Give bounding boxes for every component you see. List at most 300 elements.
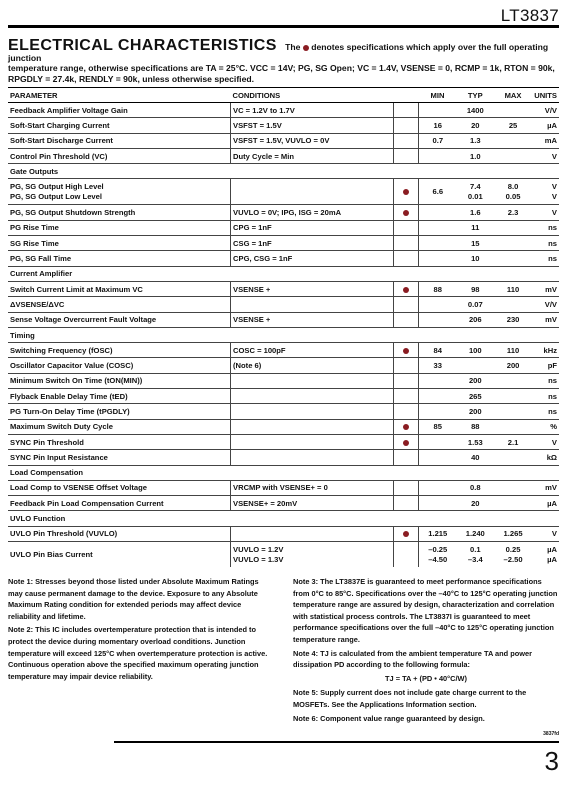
min-cell-value: 16: [433, 120, 442, 130]
max-cell-value: 2.1: [507, 437, 519, 447]
conditions-cell-value: COSC = 100pF: [233, 345, 286, 355]
conditions-cell: [231, 496, 394, 511]
conditions-cell-value: VSENSE +: [233, 315, 271, 325]
unit-cell-value: V: [551, 151, 557, 161]
table-row: [8, 404, 559, 419]
unit-cell: [532, 389, 559, 404]
table-row: [8, 496, 559, 511]
typ-cell-value: 11: [471, 223, 480, 233]
typ-cell: [456, 281, 494, 296]
conditions-cell-value: (Note 6): [233, 361, 262, 371]
document-code: 3837fd: [543, 731, 559, 737]
max-cell: [494, 434, 532, 449]
table-row: [8, 297, 559, 312]
typ-cell: [456, 526, 494, 541]
conditions-cell: [231, 118, 394, 133]
max-cell: [494, 480, 532, 495]
max-cell: [494, 148, 532, 163]
unit-cell-value: ns: [548, 238, 557, 248]
temp-range-cell: [394, 133, 419, 148]
typ-cell-value: 0.8: [470, 483, 481, 493]
table-row: [8, 281, 559, 296]
table-row: [8, 419, 559, 434]
parameter-cell: [8, 542, 231, 568]
unit-cell: [532, 133, 559, 148]
typ-cell: [456, 404, 494, 419]
temp-range-cell: [394, 220, 419, 235]
temp-range-cell: [394, 450, 419, 465]
min-cell: [419, 133, 457, 148]
unit-cell: [532, 205, 559, 220]
conditions-cell: [231, 179, 394, 205]
typ-cell: [456, 496, 494, 511]
max-cell-value: 25: [508, 120, 518, 130]
min-cell: [419, 358, 457, 373]
spec-table: [8, 87, 559, 567]
temp-range-cell: [394, 373, 419, 388]
conditions-cell: [231, 389, 394, 404]
typ-cell: [456, 542, 494, 568]
typ-cell-value: 1.3: [470, 136, 481, 146]
table-row: [8, 133, 559, 148]
parameter-cell: [8, 526, 231, 541]
temp-range-cell: [394, 179, 419, 205]
min-cell: [419, 281, 457, 296]
conditions-cell: [231, 434, 394, 449]
unit-cell-value: mA: [544, 136, 557, 146]
section-heading: Current Amplifier: [8, 266, 559, 281]
conditions-cell: [231, 526, 394, 541]
temp-range-cell: [394, 205, 419, 220]
temp-range-cell: [394, 404, 419, 419]
conditions-cell: [231, 542, 394, 568]
parameter-cell: [8, 389, 231, 404]
table-row: [8, 179, 559, 205]
unit-cell-value: mV: [545, 284, 557, 294]
temp-range-cell: [394, 343, 419, 358]
typ-cell-value: 7.4: [470, 181, 481, 191]
temp-range-cell: [394, 389, 419, 404]
unit-cell-value: µA: [547, 498, 557, 508]
unit-cell-value: ns: [548, 254, 557, 264]
unit-cell: [532, 281, 559, 296]
header-dot: [394, 88, 419, 103]
table-row: [8, 118, 559, 133]
min-cell-value: 0.7: [432, 136, 444, 146]
max-cell: [494, 297, 532, 312]
parameter-cell: [8, 373, 231, 388]
unit-cell-value: ns: [548, 391, 557, 401]
bullet-dot-icon: [403, 440, 409, 446]
unit-cell-value: kΩ: [546, 452, 557, 462]
temp-range-cell: [394, 526, 419, 541]
typ-cell: [456, 148, 494, 163]
conditions-cell-value: VUVLO = 1.3V: [233, 554, 284, 564]
typ-cell: [456, 205, 494, 220]
typ-cell-value: 1.6: [470, 208, 481, 218]
parameter-cell-value: SYNC Pin Input Resistance: [10, 452, 108, 462]
min-cell: [419, 236, 457, 251]
parameter-cell: [8, 118, 231, 133]
intro-line3: RPGDLY = 27.4k, RENDLY = 90k, unless otherwise specified.: [8, 73, 254, 84]
typ-cell-value: –3.4: [467, 554, 483, 564]
max-cell: [494, 179, 532, 205]
typ-cell-value: 200: [468, 376, 482, 386]
unit-cell: [532, 236, 559, 251]
max-cell: [494, 103, 532, 118]
temp-range-cell: [394, 542, 419, 568]
unit-cell-value: V: [551, 529, 557, 539]
typ-cell: [456, 118, 494, 133]
conditions-cell-value: VUVLO = 1.2V: [233, 544, 284, 554]
unit-cell-value: %: [550, 422, 557, 432]
table-section-row: [8, 164, 559, 179]
typ-cell: [456, 358, 494, 373]
parameter-cell: [8, 496, 231, 511]
typ-cell-value: 98: [471, 284, 480, 294]
parameter-cell-value: SYNC Pin Threshold: [10, 437, 84, 447]
temp-range-cell: [394, 496, 419, 511]
max-cell-value: 110: [506, 345, 520, 355]
intro-paragraph: [8, 37, 559, 84]
table-row: [8, 358, 559, 373]
typ-cell: [456, 389, 494, 404]
part-number: LT3837: [500, 6, 559, 25]
conditions-cell-value: VSENSE+ = 20mV: [233, 498, 298, 508]
unit-cell: [532, 343, 559, 358]
temp-range-cell: [394, 312, 419, 327]
unit-cell: [532, 480, 559, 495]
table-row: [8, 343, 559, 358]
section-heading: Gate Outputs: [8, 164, 559, 179]
parameter-cell-value: PG, SG Output High Level: [10, 181, 104, 191]
min-cell-value: –4.50: [428, 554, 448, 564]
unit-cell-value: V/V: [544, 105, 557, 115]
typ-cell-value: 100: [468, 345, 482, 355]
conditions-cell: [231, 297, 394, 312]
bullet-dot-icon: [403, 424, 409, 430]
unit-cell: [532, 542, 559, 568]
footer-rule: [114, 741, 559, 743]
parameter-cell: [8, 205, 231, 220]
parameter-cell-value: PG, SG Fall Time: [10, 254, 72, 264]
typ-cell: [456, 133, 494, 148]
temp-range-cell: [394, 281, 419, 296]
conditions-cell: [231, 373, 394, 388]
parameter-cell-value: Feedback Amplifier Voltage Gain: [10, 105, 128, 115]
note-6: Note 6: Component value range guaranteed by design.: [293, 713, 485, 723]
typ-cell-value: 1.240: [465, 529, 485, 539]
min-cell-value: 85: [433, 422, 442, 432]
conditions-cell: [231, 450, 394, 465]
parameter-cell-value: Switch Current Limit at Maximum VC: [10, 284, 143, 294]
max-cell: [494, 389, 532, 404]
note-5: Note 5: Supply current does not include gate charge current to the MOSFETs. See the Applications Information section.: [293, 688, 527, 709]
note-2: Note 2: This IC includes overtemperature protection that is intended to protect the device during momentary overload conditions. Junction temperature will exceed 125°C when overtemperature protection is active. Continuous operation above the specified maximum operating junction temperature may impair device reliability.: [8, 625, 268, 681]
unit-cell: [532, 179, 559, 205]
section-heading: Load Compensation: [8, 465, 559, 480]
min-cell: [419, 434, 457, 449]
typ-cell-value: 200: [468, 406, 482, 416]
typ-cell: [456, 419, 494, 434]
min-cell: [419, 220, 457, 235]
min-cell: [419, 118, 457, 133]
bullet-dot-icon: [403, 189, 409, 195]
unit-cell: [532, 251, 559, 266]
parameter-cell-value: Oscillator Capacitor Value (COSC): [10, 361, 134, 371]
temp-range-cell: [394, 358, 419, 373]
unit-cell: [532, 297, 559, 312]
unit-cell-value: mV: [545, 315, 557, 325]
typ-cell-value: 206: [468, 315, 482, 325]
max-cell-value: 1.265: [503, 529, 523, 539]
parameter-cell: [8, 251, 231, 266]
max-cell: [494, 373, 532, 388]
typ-cell-value: 265: [468, 391, 482, 401]
note-3: Note 3: The LT3837E is guaranteed to meet performance specifications from 0°C to 85°C. Specifications over the –40°C to 125°C operating junction temperature range are assured by design, characterization and correlation with statistical process controls. The LT3837I is guaranteed to meet performance specifications over the full –40°C to 125°C operating junction temperature range.: [293, 577, 558, 644]
conditions-cell: [231, 236, 394, 251]
max-cell: [494, 343, 532, 358]
table-row: [8, 389, 559, 404]
unit-cell-value: pF: [547, 361, 557, 371]
min-cell: [419, 542, 457, 568]
max-cell: [494, 220, 532, 235]
max-cell: [494, 450, 532, 465]
typ-cell: [456, 220, 494, 235]
unit-cell-value: µA: [547, 544, 557, 554]
table-row: [8, 542, 559, 568]
temp-range-cell: [394, 297, 419, 312]
max-cell: [494, 118, 532, 133]
unit-cell-value: kHz: [543, 345, 557, 355]
typ-cell: [456, 434, 494, 449]
parameter-cell-value: UVLO Pin Threshold (VUVLO): [10, 529, 118, 539]
conditions-cell: [231, 220, 394, 235]
spec-table-body: [8, 103, 559, 568]
note-1: Note 1: Stresses beyond those listed under Absolute Maximum Ratings may cause permanent damage to the device. Exposure to any Absolute Maximum Rating condition for extended periods may affect device reliability and lifetime.: [8, 577, 259, 621]
parameter-cell: [8, 343, 231, 358]
parameter-cell-value: PG, SG Output Shutdown Strength: [10, 208, 136, 218]
min-cell: [419, 205, 457, 220]
conditions-cell: [231, 480, 394, 495]
table-row: [8, 434, 559, 449]
unit-cell-value: V: [551, 181, 557, 191]
conditions-cell-value: VSFST = 1.5V: [233, 120, 282, 130]
min-cell-value: –0.25: [428, 544, 448, 554]
max-cell-value: 2.3: [507, 208, 519, 218]
table-row: [8, 526, 559, 541]
min-cell: [419, 251, 457, 266]
max-cell-value: 230: [506, 315, 520, 325]
unit-cell: [532, 526, 559, 541]
parameter-cell: [8, 450, 231, 465]
max-cell: [494, 312, 532, 327]
conditions-cell: [231, 205, 394, 220]
parameter-cell: [8, 297, 231, 312]
typ-cell-value: 1.0: [470, 151, 481, 161]
temp-range-cell: [394, 118, 419, 133]
parameter-cell-value: Soft-Start Discharge Current: [10, 136, 113, 146]
conditions-cell-value: CPG = 1nF: [233, 223, 272, 233]
typ-cell-value: 1.53: [467, 437, 483, 447]
table-row: [8, 480, 559, 495]
unit-cell: [532, 450, 559, 465]
parameter-cell-value: Soft-Start Charging Current: [10, 120, 110, 130]
min-cell: [419, 148, 457, 163]
unit-cell: [532, 103, 559, 118]
typ-cell-value: 0.1: [470, 544, 481, 554]
table-row: [8, 373, 559, 388]
notes-left: [8, 576, 274, 684]
conditions-cell: [231, 343, 394, 358]
max-cell: [494, 251, 532, 266]
unit-cell-value: V: [551, 191, 557, 201]
notes-right: [293, 576, 559, 726]
max-cell-value: 8.0: [507, 181, 519, 191]
intro-line2: temperature range, otherwise specifications are TA = 25°C. VCC = 14V; PG, SG Open; VC = 1.4V, VSENSE = 0, RCMP = 1k, RTON = 90k,: [8, 63, 555, 74]
typ-cell: [456, 343, 494, 358]
max-cell-value: 200: [506, 361, 520, 371]
max-cell: [494, 542, 532, 568]
conditions-cell: [231, 312, 394, 327]
table-section-row: [8, 266, 559, 281]
min-cell: [419, 450, 457, 465]
parameter-cell: [8, 358, 231, 373]
unit-cell-value: mV: [545, 483, 557, 493]
parameter-cell-value: UVLO Pin Bias Current: [10, 549, 93, 559]
max-cell: [494, 526, 532, 541]
max-cell-value: 0.25: [505, 544, 521, 554]
max-cell: [494, 496, 532, 511]
temp-range-cell: [394, 103, 419, 118]
parameter-cell-value: Load Comp to VSENSE Offset Voltage: [10, 483, 147, 493]
table-row: [8, 205, 559, 220]
header-conditions: CONDITIONS: [231, 88, 394, 103]
temp-range-cell: [394, 419, 419, 434]
typ-cell-value: 20: [471, 498, 480, 508]
unit-cell: [532, 434, 559, 449]
conditions-cell-value: VSENSE +: [233, 284, 271, 294]
min-cell: [419, 103, 457, 118]
parameter-cell: [8, 179, 231, 205]
max-cell: [494, 205, 532, 220]
parameter-cell-value: Maximum Switch Duty Cycle: [10, 422, 113, 432]
typ-cell-value: 88: [471, 422, 480, 432]
parameter-cell: [8, 312, 231, 327]
max-cell: [494, 236, 532, 251]
section-heading: UVLO Function: [8, 511, 559, 526]
min-cell: [419, 389, 457, 404]
parameter-cell-value: Minimum Switch On Time (tON(MIN)): [10, 376, 143, 386]
header-max: MAX: [494, 88, 532, 103]
table-row: [8, 148, 559, 163]
note-4-equation: TJ = TA + (PD • 40°C/W): [385, 673, 467, 683]
unit-cell: [532, 496, 559, 511]
typ-cell-value: 0.01: [467, 191, 483, 201]
parameter-cell: [8, 236, 231, 251]
parameter-cell: [8, 148, 231, 163]
unit-cell-value: ns: [548, 406, 557, 416]
parameter-cell: [8, 103, 231, 118]
min-cell: [419, 404, 457, 419]
parameter-cell-value: Flyback Enable Delay Time (tED): [10, 391, 128, 401]
max-cell: [494, 404, 532, 419]
parameter-cell: [8, 480, 231, 495]
typ-cell-value: 1400: [466, 105, 484, 115]
conditions-cell: [231, 103, 394, 118]
conditions-cell: [231, 133, 394, 148]
typ-cell: [456, 103, 494, 118]
unit-cell-value: ns: [548, 376, 557, 386]
bullet-dot-icon: [403, 287, 409, 293]
parameter-cell-value: SG Rise Time: [10, 238, 59, 248]
table-section-row: [8, 327, 559, 342]
typ-cell: [456, 251, 494, 266]
min-cell: [419, 343, 457, 358]
conditions-cell: [231, 148, 394, 163]
max-cell-value: –2.50: [503, 554, 523, 564]
parameter-cell-value: PG, SG Output Low Level: [10, 191, 102, 201]
max-cell-value: 110: [506, 284, 520, 294]
table-row: [8, 251, 559, 266]
parameter-cell-value: Sense Voltage Overcurrent Fault Voltage: [10, 315, 157, 325]
bullet-dot-icon: [403, 348, 409, 354]
typ-cell: [456, 297, 494, 312]
table-row: [8, 312, 559, 327]
conditions-cell: [231, 281, 394, 296]
parameter-cell-value: ΔVSENSE/ΔVC: [10, 299, 65, 309]
typ-cell: [456, 373, 494, 388]
conditions-cell: [231, 358, 394, 373]
typ-cell-value: 15: [471, 238, 480, 248]
parameter-cell-value: Control Pin Threshold (VC): [10, 151, 108, 161]
conditions-cell: [231, 404, 394, 419]
conditions-cell-value: VC = 1.2V to 1.7V: [233, 105, 295, 115]
conditions-cell-value: VRCMP with VSENSE+ = 0: [233, 483, 328, 493]
min-cell-value: 84: [433, 345, 442, 355]
conditions-cell-value: Duty Cycle = Min: [233, 151, 294, 161]
conditions-cell-value: CSG = 1nF: [233, 238, 272, 248]
unit-cell: [532, 404, 559, 419]
unit-cell-value: V/V: [544, 299, 557, 309]
min-cell-value: 6.6: [432, 186, 444, 196]
unit-cell: [532, 312, 559, 327]
header-min: MIN: [419, 88, 457, 103]
min-cell: [419, 312, 457, 327]
typ-cell: [456, 480, 494, 495]
header-units: UNITS: [532, 88, 559, 103]
parameter-cell: [8, 220, 231, 235]
min-cell: [419, 297, 457, 312]
conditions-cell-value: VSFST = 1.5V, VUVLO = 0V: [233, 136, 330, 146]
note-4: Note 4: TJ is calculated from the ambient temperature TA and power dissipation PD according to the following formula:: [293, 648, 533, 670]
unit-cell: [532, 373, 559, 388]
intro-line1: denotes specifications which apply over the full operating junction: [8, 42, 549, 63]
header-typ: TYP: [456, 88, 494, 103]
parameter-cell-value: Feedback Pin Load Compensation Current: [10, 498, 164, 508]
max-cell: [494, 419, 532, 434]
min-cell: [419, 373, 457, 388]
min-cell: [419, 496, 457, 511]
temp-range-cell: [394, 251, 419, 266]
conditions-cell-value: CPG, CSG = 1nF: [233, 254, 293, 264]
conditions-cell-value: VUVLO = 0V; IPG, ISG = 20mA: [233, 208, 342, 218]
conditions-cell: [231, 419, 394, 434]
typ-cell: [456, 179, 494, 205]
max-cell: [494, 281, 532, 296]
min-cell: [419, 179, 457, 205]
section-title: ELECTRICAL CHARACTERISTICS: [8, 37, 277, 54]
